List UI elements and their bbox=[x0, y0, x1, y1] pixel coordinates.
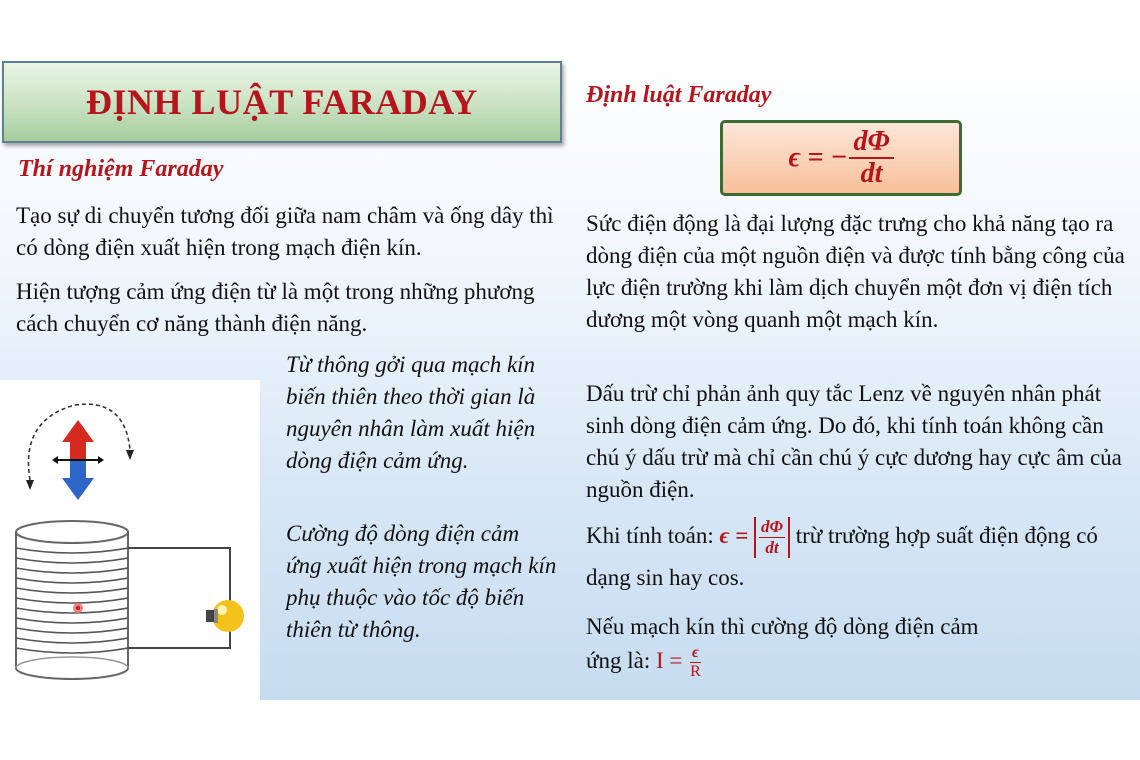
formula-numerator: dΦ bbox=[849, 127, 893, 159]
right-paragraph-2: Dấu trừ chỉ phản ảnh quy tắc Lenz về nguyên nhân phát sinh dòng điện cảm ứng. Do đó, khi tính toán không cần chú ý dấu trừ mà chỉ cần chú ý cực dương hay cực âm của nguồn điện. bbox=[586, 381, 1122, 502]
left-italic-paragraph-2: Cường độ dòng điện cảm ứng xuất hiện trong mạch kín phụ thuộc vào tốc độ biến thiên từ thông. bbox=[286, 521, 557, 642]
right-heading: Định luật Faraday bbox=[586, 82, 772, 108]
calc-prefix: Khi tính toán: bbox=[586, 523, 720, 548]
current-prefix: Nếu mạch kín thì cường độ dòng điện cảm ứng là: bbox=[586, 614, 979, 673]
page-title: ĐỊNH LUẬT FARADAY bbox=[86, 82, 478, 122]
formula-denominator: dt bbox=[860, 158, 883, 189]
coil-icon bbox=[16, 521, 230, 679]
abs-fraction bbox=[754, 517, 790, 558]
current-fraction bbox=[688, 644, 703, 681]
calc-suffix: trừ trường hợp suất điện động có dạng sin hay cos. bbox=[586, 523, 1098, 591]
current-lhs: I = bbox=[655, 648, 683, 673]
left-paragraph-2: Hiện tượng cảm ứng điện từ là một trong những phương cách chuyển cơ năng thành điện năng. bbox=[16, 279, 535, 336]
slide bbox=[0, 58, 1140, 700]
right-paragraph-3 bbox=[586, 516, 1131, 598]
current-denominator: R bbox=[690, 663, 701, 681]
left-heading: Thí nghiệm Faraday bbox=[18, 156, 224, 182]
faraday-experiment-diagram bbox=[0, 380, 260, 700]
magnet-icon bbox=[52, 420, 104, 500]
current-numerator: ϵ bbox=[692, 644, 699, 662]
bulb-icon bbox=[206, 600, 244, 632]
title-banner bbox=[2, 61, 562, 143]
faraday-formula-box bbox=[720, 120, 962, 196]
right-paragraph-4 bbox=[586, 610, 1006, 681]
calc-lhs: ϵ = bbox=[719, 523, 749, 548]
formula-fraction bbox=[849, 127, 893, 189]
right-paragraph-1: Sức điện động là đại lượng đặc trưng cho khả năng tạo ra dòng điện của một nguồn điện và được tính bằng công của lực điện trường khi làm dịch chuyển một đơn vị điện tích dương một vòng quanh một mạch kín. bbox=[586, 211, 1125, 332]
abs-denominator: dt bbox=[765, 538, 779, 558]
left-paragraph-1: Tạo sự di chuyển tương đối giữa nam châm và ống dây thì có dòng điện xuất hiện trong mạch điện kín. bbox=[16, 203, 554, 260]
left-italic-paragraph-1: Từ thông gởi qua mạch kín biến thiên theo thời gian là nguyên nhân làm xuất hiện dòng điện cảm ứng. bbox=[286, 352, 536, 473]
formula-lhs: ϵ = − bbox=[788, 142, 848, 173]
abs-numerator: dΦ bbox=[761, 517, 783, 537]
diagram-svg bbox=[0, 380, 260, 700]
